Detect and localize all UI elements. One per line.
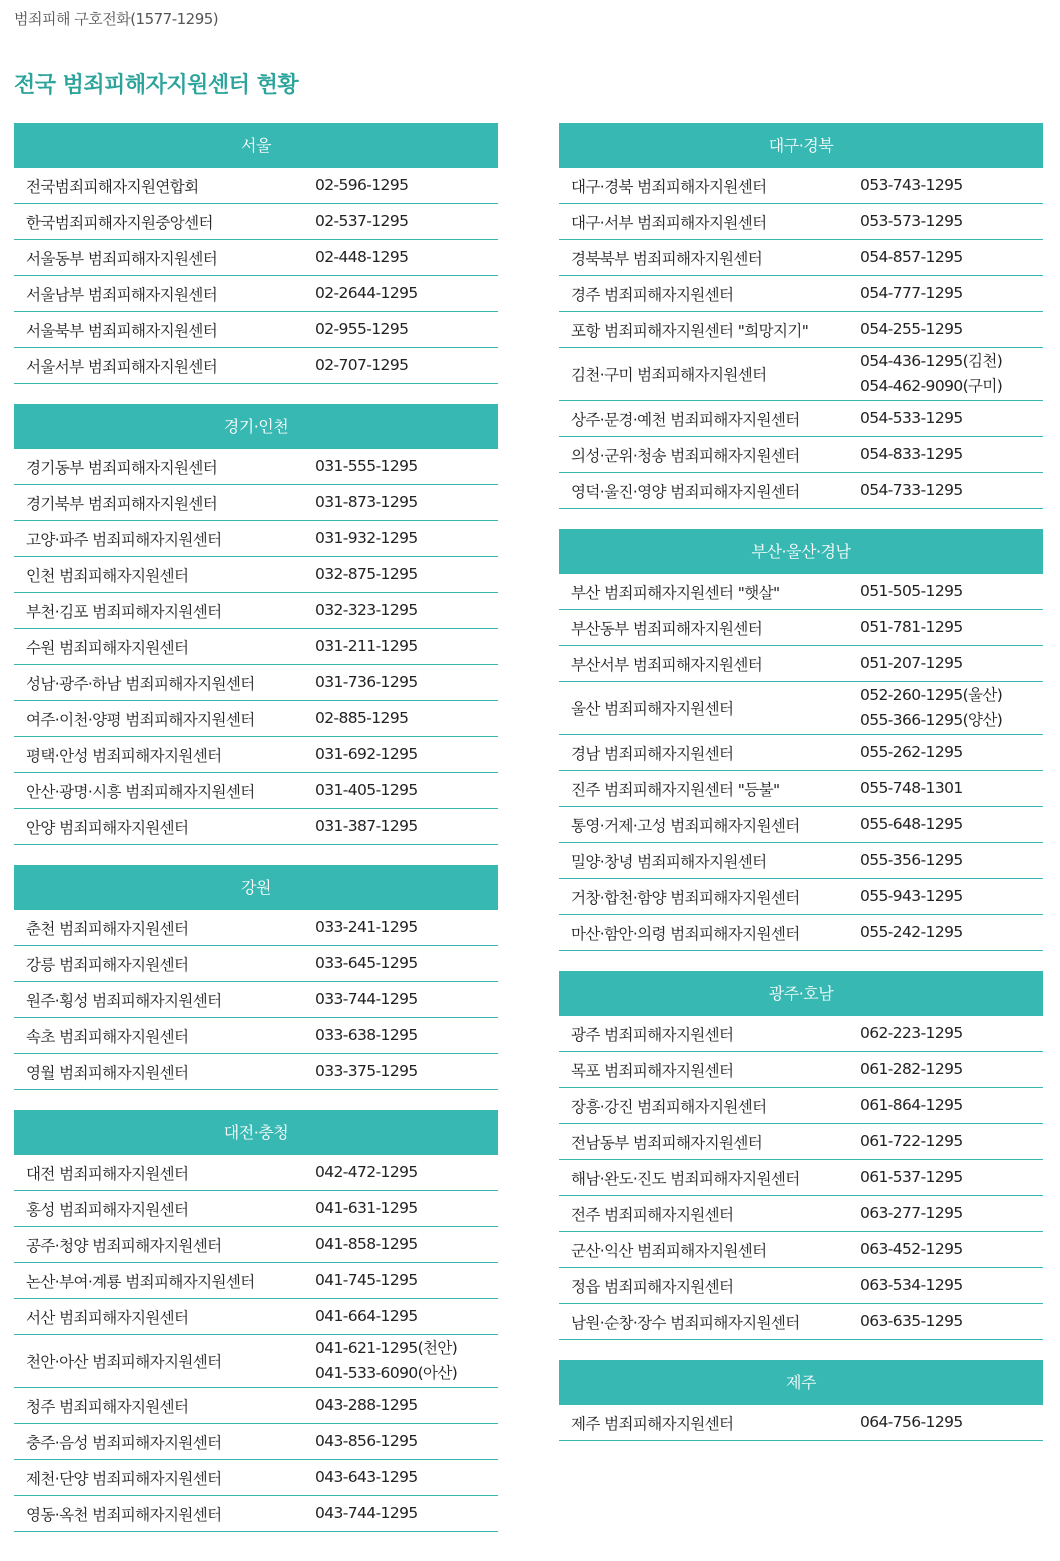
center-name: 의성·군위·청송 범죄피해자지원센터 <box>571 446 800 465</box>
phone-number <box>849 173 1043 198</box>
phone-line: 033-638-1295 <box>315 1026 418 1044</box>
phone-number <box>304 1023 498 1048</box>
phone-line: 02-885-1295 <box>315 709 409 727</box>
table-row <box>14 946 498 982</box>
phone-line: 055-943-1295 <box>860 887 963 905</box>
center-name: 진주 범죄피해자지원센터 "등불" <box>571 780 780 799</box>
region-table <box>14 123 498 384</box>
phone-number <box>304 490 498 515</box>
phone-number <box>304 1059 498 1084</box>
center-name: 서울남부 범죄피해자지원센터 <box>26 285 218 304</box>
region-table <box>14 1110 498 1532</box>
table-row <box>14 701 498 737</box>
phone-line: 061-282-1295 <box>860 1060 963 1078</box>
center-name: 성남·광주·하남 범죄피해자지원센터 <box>26 674 255 693</box>
table-row <box>14 1018 498 1054</box>
center-name: 수원 범죄피해자지원센터 <box>26 638 189 657</box>
table-row <box>14 1227 498 1263</box>
phone-line: 054-436-1295(김천) <box>860 352 1003 370</box>
center-name: 영덕·울진·영양 범죄피해자지원센터 <box>571 482 800 501</box>
phone-line: 054-462-9090(구미) <box>860 377 1003 395</box>
phone-number <box>849 615 1043 640</box>
phone-number <box>304 1232 498 1257</box>
phone-number <box>849 1021 1043 1046</box>
table-row <box>559 682 1043 735</box>
table-row <box>559 1405 1043 1441</box>
center-name: 경기북부 범죄피해자지원센터 <box>26 494 218 513</box>
phone-line: 041-621-1295(천안) <box>315 1339 458 1357</box>
phone-line: 031-932-1295 <box>315 529 418 547</box>
center-name: 충주·음성 범죄피해자지원센터 <box>26 1433 222 1452</box>
phone-line: 055-748-1301 <box>860 779 963 797</box>
table-row <box>559 574 1043 610</box>
phone-number <box>304 1304 498 1329</box>
center-name: 포항 범죄피해자지원센터 "희망지기" <box>571 321 809 340</box>
phone-line: 041-664-1295 <box>315 1307 418 1325</box>
phone-number <box>849 317 1043 342</box>
phone-number <box>304 778 498 803</box>
table-row <box>14 168 498 204</box>
phone-line: 055-262-1295 <box>860 743 963 761</box>
table-row <box>559 240 1043 276</box>
phone-line: 063-635-1295 <box>860 1312 963 1330</box>
table-row <box>14 1496 498 1532</box>
phone-number <box>304 742 498 767</box>
table-row <box>559 1304 1043 1340</box>
table-row <box>14 773 498 809</box>
table-row <box>559 401 1043 437</box>
phone-line: 033-375-1295 <box>315 1062 418 1080</box>
table-row <box>14 1299 498 1335</box>
table-row <box>559 276 1043 312</box>
table-row <box>14 1388 498 1424</box>
phone-line: 02-448-1295 <box>315 248 409 266</box>
phone-line: 033-645-1295 <box>315 954 418 972</box>
phone-line: 051-505-1295 <box>860 582 963 600</box>
table-row <box>14 1054 498 1090</box>
center-name: 부천·김포 범죄피해자지원센터 <box>26 602 222 621</box>
phone-number <box>849 1165 1043 1190</box>
table-row <box>14 204 498 240</box>
table-row <box>559 1016 1043 1052</box>
table-row <box>14 1155 498 1191</box>
table-row <box>559 1160 1043 1196</box>
phone-line: 02-2644-1295 <box>315 284 418 302</box>
table-row <box>14 1335 498 1388</box>
center-name: 논산·부여·계룡 범죄피해자지원센터 <box>26 1272 255 1291</box>
center-name: 대전 범죄피해자지원센터 <box>26 1164 189 1183</box>
phone-number <box>304 526 498 551</box>
table-row <box>559 807 1043 843</box>
center-name: 천안·아산 범죄피해자지원센터 <box>26 1353 222 1371</box>
region-header: 서울 <box>14 123 498 168</box>
phone-number <box>849 920 1043 945</box>
region-table <box>14 404 498 845</box>
phone-number <box>849 683 1043 733</box>
phone-number <box>304 1160 498 1185</box>
phone-line: 064-756-1295 <box>860 1413 963 1431</box>
phone-number <box>304 353 498 378</box>
center-name: 고양·파주 범죄피해자지원센터 <box>26 530 222 549</box>
phone-number <box>849 1093 1043 1118</box>
center-name: 경기동부 범죄피해자지원센터 <box>26 458 218 477</box>
phone-line: 031-387-1295 <box>315 817 418 835</box>
center-name: 인천 범죄피해자지원센터 <box>26 566 189 585</box>
center-name: 청주 범죄피해자지원센터 <box>26 1397 189 1416</box>
phone-number <box>849 1237 1043 1262</box>
region-header: 강원 <box>14 865 498 910</box>
table-row <box>559 168 1043 204</box>
phone-line: 033-744-1295 <box>315 990 418 1008</box>
table-row <box>14 665 498 701</box>
center-name: 밀양·창녕 범죄피해자지원센터 <box>571 852 767 871</box>
phone-line: 042-472-1295 <box>315 1163 418 1181</box>
phone-line: 031-211-1295 <box>315 637 418 655</box>
phone-line: 054-255-1295 <box>860 320 963 338</box>
table-row <box>14 276 498 312</box>
region-header: 대구·경북 <box>559 123 1043 168</box>
phone-line: 063-452-1295 <box>860 1240 963 1258</box>
phone-number <box>849 1129 1043 1154</box>
center-name: 홍성 범죄피해자지원센터 <box>26 1200 189 1219</box>
phone-number <box>849 349 1043 399</box>
table-row <box>559 610 1043 646</box>
phone-number <box>849 740 1043 765</box>
table-row <box>14 485 498 521</box>
region-header: 부산·울산·경남 <box>559 529 1043 574</box>
table-row <box>14 240 498 276</box>
phone-number <box>849 579 1043 604</box>
center-name: 해남·완도·진도 범죄피해자지원센터 <box>571 1169 800 1188</box>
center-name: 제주 범죄피해자지원센터 <box>571 1414 734 1433</box>
table-row <box>14 982 498 1018</box>
phone-number <box>849 812 1043 837</box>
phone-number <box>304 1465 498 1490</box>
phone-number <box>304 634 498 659</box>
phone-line: 054-777-1295 <box>860 284 963 302</box>
table-row <box>559 771 1043 807</box>
phone-line: 051-781-1295 <box>860 618 963 636</box>
table-row <box>14 1263 498 1299</box>
phone-line: 054-833-1295 <box>860 445 963 463</box>
phone-number <box>304 562 498 587</box>
region-header: 광주·호남 <box>559 971 1043 1016</box>
phone-number <box>304 1429 498 1454</box>
phone-number <box>304 598 498 623</box>
center-name: 대구·경북 범죄피해자지원센터 <box>571 177 767 196</box>
center-name: 안산·광명·시흥 범죄피해자지원센터 <box>26 782 255 801</box>
table-row <box>559 646 1043 682</box>
center-name: 전남동부 범죄피해자지원센터 <box>571 1133 763 1152</box>
phone-number <box>304 454 498 479</box>
table-row <box>14 1191 498 1227</box>
phone-number <box>304 987 498 1012</box>
table-row <box>559 1268 1043 1304</box>
center-name: 춘천 범죄피해자지원센터 <box>26 919 189 938</box>
phone-line: 061-864-1295 <box>860 1096 963 1114</box>
table-row <box>14 312 498 348</box>
center-name: 원주·횡성 범죄피해자지원센터 <box>26 991 222 1010</box>
center-name: 평택·안성 범죄피해자지원센터 <box>26 746 222 765</box>
region-table <box>14 865 498 1090</box>
region-header: 제주 <box>559 1360 1043 1405</box>
phone-line: 02-537-1295 <box>315 212 409 230</box>
table-row <box>559 312 1043 348</box>
table-row <box>559 348 1043 401</box>
phone-line: 055-366-1295(양산) <box>860 711 1003 729</box>
phone-line: 031-405-1295 <box>315 781 418 799</box>
region-table <box>559 123 1043 509</box>
phone-line: 032-323-1295 <box>315 601 418 619</box>
table-row <box>559 1232 1043 1268</box>
phone-number <box>849 209 1043 234</box>
phone-line: 051-207-1295 <box>860 654 963 672</box>
phone-number <box>304 1196 498 1221</box>
center-name: 안양 범죄피해자지원센터 <box>26 818 189 837</box>
phone-line: 02-955-1295 <box>315 320 409 338</box>
phone-number <box>849 651 1043 676</box>
phone-number <box>304 951 498 976</box>
table-row <box>559 1124 1043 1160</box>
region-header: 대전·충청 <box>14 1110 498 1155</box>
phone-number <box>849 442 1043 467</box>
page-title: 전국 범죄피해자지원센터 현황 <box>14 73 299 98</box>
table-row <box>559 879 1043 915</box>
center-name: 영월 범죄피해자지원센터 <box>26 1063 189 1082</box>
phone-line: 031-555-1295 <box>315 457 418 475</box>
phone-line: 054-533-1295 <box>860 409 963 427</box>
phone-line: 055-648-1295 <box>860 815 963 833</box>
phone-number <box>304 1336 498 1386</box>
table-row <box>559 1052 1043 1088</box>
table-row <box>559 1196 1043 1232</box>
table-row <box>14 629 498 665</box>
phone-number <box>304 281 498 306</box>
table-row <box>559 473 1043 509</box>
table-row <box>559 843 1043 879</box>
phone-line: 043-744-1295 <box>315 1504 418 1522</box>
table-row <box>14 348 498 384</box>
phone-line: 062-223-1295 <box>860 1024 963 1042</box>
phone-number <box>304 814 498 839</box>
region-table <box>559 1360 1043 1441</box>
center-name: 부산서부 범죄피해자지원센터 <box>571 655 763 674</box>
center-name: 서산 범죄피해자지원센터 <box>26 1308 189 1327</box>
phone-line: 043-856-1295 <box>315 1432 418 1450</box>
table-row <box>14 809 498 845</box>
table-row <box>14 449 498 485</box>
center-name: 속초 범죄피해자지원센터 <box>26 1027 189 1046</box>
phone-number <box>849 1273 1043 1298</box>
hotline-note: 범죄피해 구호전화(1577-1295) <box>14 10 219 28</box>
center-name: 마산·함안·의령 범죄피해자지원센터 <box>571 924 800 943</box>
phone-line: 043-288-1295 <box>315 1396 418 1414</box>
phone-number <box>849 478 1043 503</box>
center-name: 광주 범죄피해자지원센터 <box>571 1025 734 1044</box>
center-name: 서울북부 범죄피해자지원센터 <box>26 321 218 340</box>
region-table <box>559 529 1043 951</box>
phone-number <box>304 670 498 695</box>
table-row <box>14 910 498 946</box>
table-row <box>559 204 1043 240</box>
phone-line: 033-241-1295 <box>315 918 418 936</box>
region-table <box>559 971 1043 1340</box>
phone-number <box>304 1501 498 1526</box>
center-name: 경북북부 범죄피해자지원센터 <box>571 249 763 268</box>
center-name: 여주·이천·양평 범죄피해자지원센터 <box>26 710 255 729</box>
phone-line: 052-260-1295(울산) <box>860 686 1003 704</box>
center-name: 울산 범죄피해자지원센터 <box>571 700 734 718</box>
center-name: 부산 범죄피해자지원센터 "햇살" <box>571 583 780 602</box>
table-row <box>14 737 498 773</box>
center-name: 대구·서부 범죄피해자지원센터 <box>571 213 767 232</box>
table-row <box>559 437 1043 473</box>
phone-line: 041-533-6090(아산) <box>315 1364 458 1382</box>
phone-line: 053-573-1295 <box>860 212 963 230</box>
phone-number <box>849 1309 1043 1334</box>
table-row <box>14 557 498 593</box>
phone-number <box>304 245 498 270</box>
center-name: 거창·합천·함양 범죄피해자지원센터 <box>571 888 800 907</box>
phone-line: 041-631-1295 <box>315 1199 418 1217</box>
phone-number <box>849 281 1043 306</box>
phone-number <box>849 406 1043 431</box>
region-header: 경기·인천 <box>14 404 498 449</box>
phone-line: 061-537-1295 <box>860 1168 963 1186</box>
center-name: 부산동부 범죄피해자지원센터 <box>571 619 763 638</box>
phone-number <box>849 884 1043 909</box>
phone-line: 031-873-1295 <box>315 493 418 511</box>
center-name: 경남 범죄피해자지원센터 <box>571 744 734 763</box>
phone-number <box>304 1393 498 1418</box>
table-row <box>559 1088 1043 1124</box>
phone-line: 055-242-1295 <box>860 923 963 941</box>
center-name: 장흥·강진 범죄피해자지원센터 <box>571 1097 767 1116</box>
phone-line: 043-643-1295 <box>315 1468 418 1486</box>
phone-line: 063-277-1295 <box>860 1204 963 1222</box>
phone-number <box>849 245 1043 270</box>
phone-number <box>304 1268 498 1293</box>
phone-line: 055-356-1295 <box>860 851 963 869</box>
phone-number <box>304 209 498 234</box>
center-name: 서울서부 범죄피해자지원센터 <box>26 357 218 376</box>
table-row <box>14 1460 498 1496</box>
phone-line: 031-692-1295 <box>315 745 418 763</box>
phone-number <box>849 1201 1043 1226</box>
center-name: 전국범죄피해자지원연합회 <box>26 177 199 196</box>
phone-number <box>849 776 1043 801</box>
phone-line: 031-736-1295 <box>315 673 418 691</box>
table-row <box>559 735 1043 771</box>
center-name: 통영·거제·고성 범죄피해자지원센터 <box>571 816 800 835</box>
phone-number <box>849 848 1043 873</box>
phone-number <box>849 1410 1043 1435</box>
phone-number <box>304 317 498 342</box>
center-name: 공주·청양 범죄피해자지원센터 <box>26 1236 222 1255</box>
phone-number <box>304 706 498 731</box>
center-name: 제천·단양 범죄피해자지원센터 <box>26 1469 222 1488</box>
phone-line: 054-857-1295 <box>860 248 963 266</box>
center-name: 김천·구미 범죄피해자지원센터 <box>571 366 767 384</box>
center-name: 남원·순창·장수 범죄피해자지원센터 <box>571 1313 800 1332</box>
table-row <box>14 521 498 557</box>
phone-line: 041-858-1295 <box>315 1235 418 1253</box>
phone-number <box>304 173 498 198</box>
center-name: 한국범죄피해자지원중앙센터 <box>26 213 213 232</box>
table-row <box>14 1424 498 1460</box>
center-name: 정읍 범죄피해자지원센터 <box>571 1277 734 1296</box>
center-name: 영동·옥천 범죄피해자지원센터 <box>26 1505 222 1524</box>
phone-line: 061-722-1295 <box>860 1132 963 1150</box>
left-column <box>14 123 498 1552</box>
center-name: 전주 범죄피해자지원센터 <box>571 1205 734 1224</box>
center-name: 목포 범죄피해자지원센터 <box>571 1061 734 1080</box>
phone-number <box>304 915 498 940</box>
phone-line: 02-707-1295 <box>315 356 409 374</box>
center-name: 경주 범죄피해자지원센터 <box>571 285 734 304</box>
table-row <box>559 915 1043 951</box>
phone-line: 02-596-1295 <box>315 176 409 194</box>
phone-line: 054-733-1295 <box>860 481 963 499</box>
phone-number <box>849 1057 1043 1082</box>
phone-line: 053-743-1295 <box>860 176 963 194</box>
center-name: 강릉 범죄피해자지원센터 <box>26 955 189 974</box>
center-name: 상주·문경·예천 범죄피해자지원센터 <box>571 410 800 429</box>
phone-line: 032-875-1295 <box>315 565 418 583</box>
phone-line: 063-534-1295 <box>860 1276 963 1294</box>
table-row <box>14 593 498 629</box>
phone-line: 041-745-1295 <box>315 1271 418 1289</box>
center-name: 군산·익산 범죄피해자지원센터 <box>571 1241 767 1260</box>
right-column <box>559 123 1043 1461</box>
center-name: 서울동부 범죄피해자지원센터 <box>26 249 218 268</box>
